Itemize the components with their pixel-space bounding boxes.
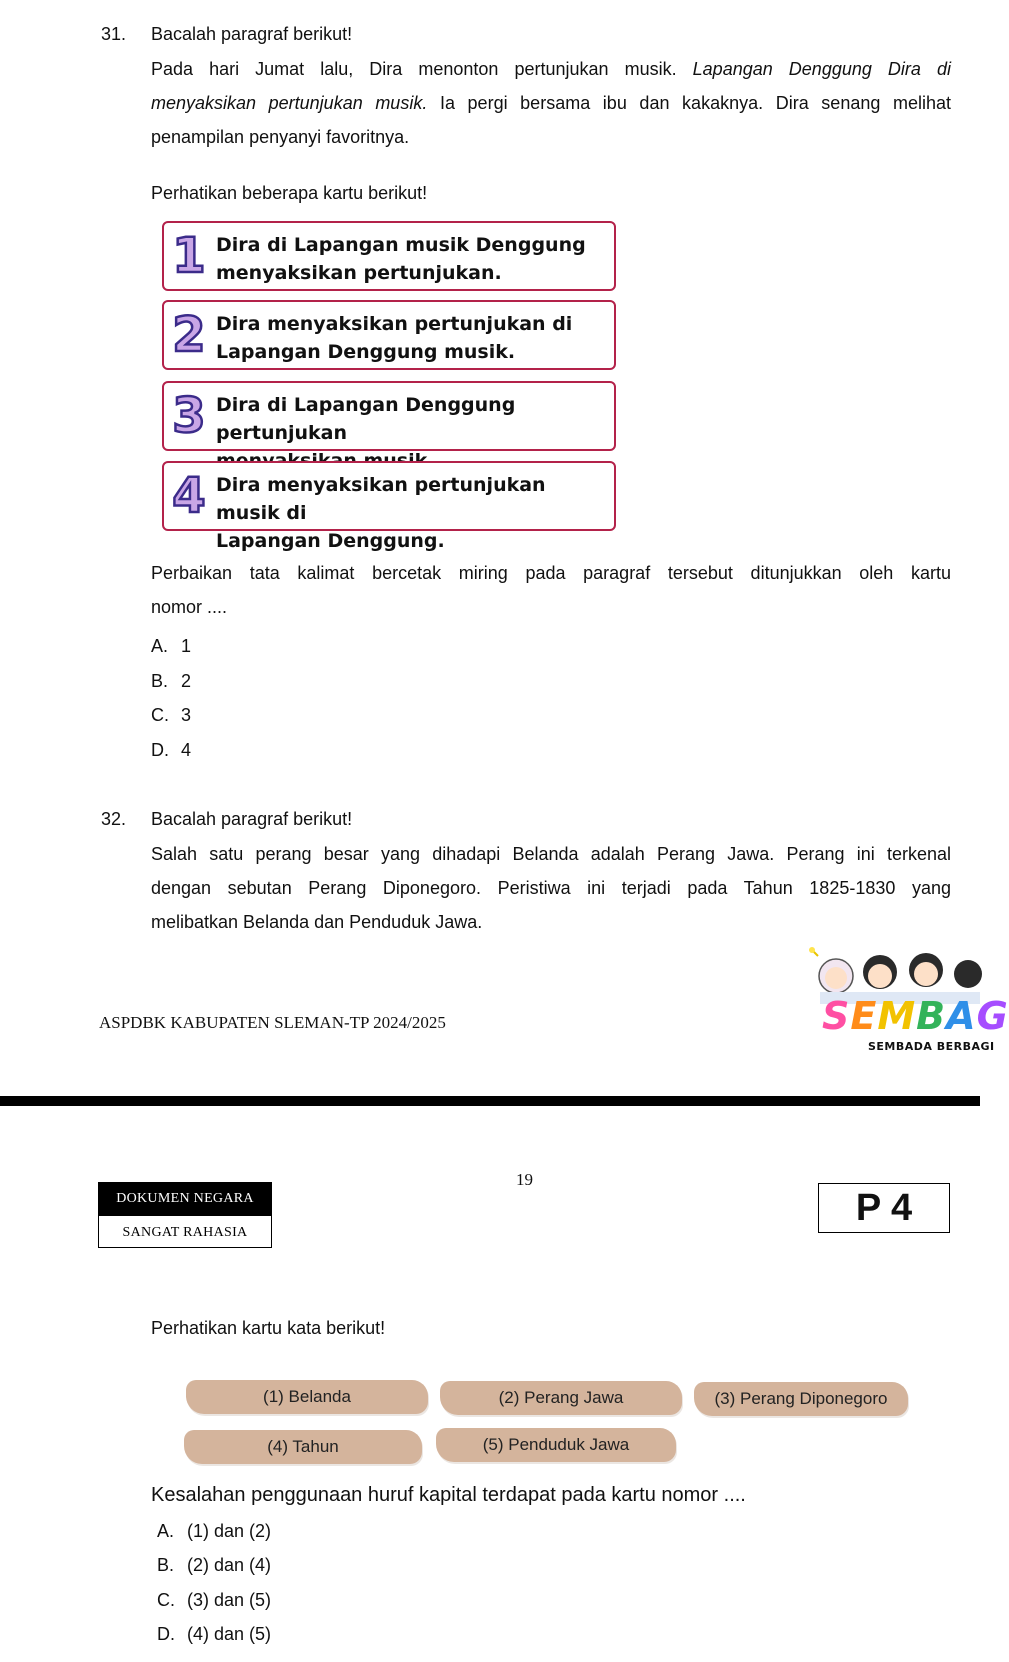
logo-wordmark: SEMBAG — [822, 994, 1009, 1038]
option-letter: B. — [151, 671, 169, 691]
card-text — [216, 310, 608, 366]
option-letter: A. — [157, 1521, 175, 1541]
option-letter: A. — [151, 636, 169, 656]
option-a[interactable] — [151, 636, 191, 657]
card-text-line: Lapangan Denggung. — [216, 530, 445, 552]
logo-subtitle: SEMBADA BERBAGI — [868, 1040, 995, 1053]
card-text-line: Dira di Lapangan Denggung pertunjukan — [216, 394, 516, 444]
option-letter: C. — [151, 705, 169, 725]
option-c[interactable] — [157, 1590, 271, 1611]
card-text-line: Lapangan Denggung musik. — [216, 341, 516, 363]
option-d[interactable] — [157, 1624, 271, 1645]
packet-code: P 4 — [818, 1183, 950, 1233]
sembagi-logo — [800, 944, 1009, 1054]
card-text-line: Dira di Lapangan musik Denggung — [216, 234, 586, 256]
card-text — [216, 471, 608, 555]
option-text: (4) dan (5) — [187, 1624, 272, 1644]
card-text — [216, 231, 608, 287]
dokumen-negara-label: DOKUMEN NEGARA — [98, 1182, 272, 1215]
option-a[interactable] — [157, 1521, 271, 1542]
question-31-prompt — [151, 556, 951, 624]
page-number: 19 — [516, 1170, 533, 1189]
paragraph-line: melibatkan Belanda dan Penduduk Jawa. — [151, 912, 483, 932]
paragraph-sentence: Pada hari Jumat lalu, Dira menonton pertunjukan musik. — [151, 59, 677, 79]
question-31-instruction: Bacalah paragraf berikut! — [151, 24, 353, 44]
question-32-paragraph — [151, 837, 951, 939]
cards-intro: Perhatikan beberapa kartu berikut! — [151, 183, 428, 203]
option-b[interactable] — [157, 1555, 271, 1576]
page-divider — [0, 1096, 980, 1106]
sentence-card-1 — [162, 221, 616, 291]
option-letter: D. — [151, 740, 169, 760]
card-number: 3 — [172, 388, 206, 444]
sentence-card-4 — [162, 461, 616, 552]
card-text-line: menyaksikan pertunjukan. — [216, 262, 502, 284]
paragraph-line: Salah satu perang besar yang dihadapi Belanda adalah Perang Jawa. Perang ini terkenal — [151, 844, 951, 864]
option-letter: B. — [157, 1555, 175, 1575]
option-letter: D. — [157, 1624, 175, 1644]
sentence-card-3 — [162, 381, 616, 451]
question-31-paragraph — [151, 52, 951, 154]
option-d[interactable] — [151, 740, 191, 761]
word-card-3: (3) Perang Diponegoro — [694, 1382, 908, 1416]
prompt-line: Perbaikan tata kalimat bercetak miring pada paragraf tersebut ditunjukkan oleh kartu — [151, 563, 951, 583]
option-text: 1 — [181, 636, 192, 656]
question-32-prompt: Kesalahan penggunaan huruf kapital terdapat pada kartu nomor .... — [151, 1484, 746, 1506]
question-32-number: 32. — [101, 809, 127, 829]
sangat-rahasia-label: SANGAT RAHASIA — [98, 1215, 272, 1248]
word-card-4: (4) Tahun — [184, 1430, 422, 1464]
italic-sentence-part1: Lapangan Denggung Dira di — [692, 59, 951, 79]
question-31-number: 31. — [101, 24, 127, 44]
option-text: 4 — [181, 740, 192, 760]
sentence-card-2 — [162, 300, 616, 370]
word-cards-intro: Perhatikan kartu kata berikut! — [151, 1318, 386, 1338]
option-text: (2) dan (4) — [187, 1555, 272, 1575]
option-text: 3 — [181, 705, 192, 725]
option-text: 2 — [181, 671, 192, 691]
footer-exam-label: ASPDBK KABUPATEN SLEMAN-TP 2024/2025 — [99, 1013, 446, 1032]
paragraph-sentence: Ia pergi bersama ibu dan kakaknya. Dira senang melihat — [439, 93, 951, 113]
card-number: 2 — [172, 307, 206, 363]
paragraph-sentence: penampilan penyanyi favoritnya. — [151, 127, 410, 147]
option-c[interactable] — [151, 705, 191, 726]
italic-sentence-part2: menyaksikan pertunjukan musik. — [151, 93, 428, 113]
card-number: 1 — [172, 228, 206, 284]
option-text: (1) dan (2) — [187, 1521, 272, 1541]
option-text: (3) dan (5) — [187, 1590, 272, 1610]
option-b[interactable] — [151, 671, 191, 692]
word-card-2: (2) Perang Jawa — [440, 1381, 682, 1415]
question-32-instruction: Bacalah paragraf berikut! — [151, 809, 353, 829]
option-letter: C. — [157, 1590, 175, 1610]
card-number: 4 — [172, 468, 206, 524]
word-card-5: (5) Penduduk Jawa — [436, 1428, 676, 1462]
card-text-line: Dira menyaksikan pertunjukan di — [216, 313, 573, 335]
paragraph-line: dengan sebutan Perang Diponegoro. Peristiwa ini terjadi pada Tahun 1825-1830 yang — [151, 878, 951, 898]
card-text-line: Dira menyaksikan pertunjukan musik di — [216, 474, 546, 524]
prompt-line: nomor .... — [151, 597, 228, 617]
word-card-1: (1) Belanda — [186, 1380, 428, 1414]
